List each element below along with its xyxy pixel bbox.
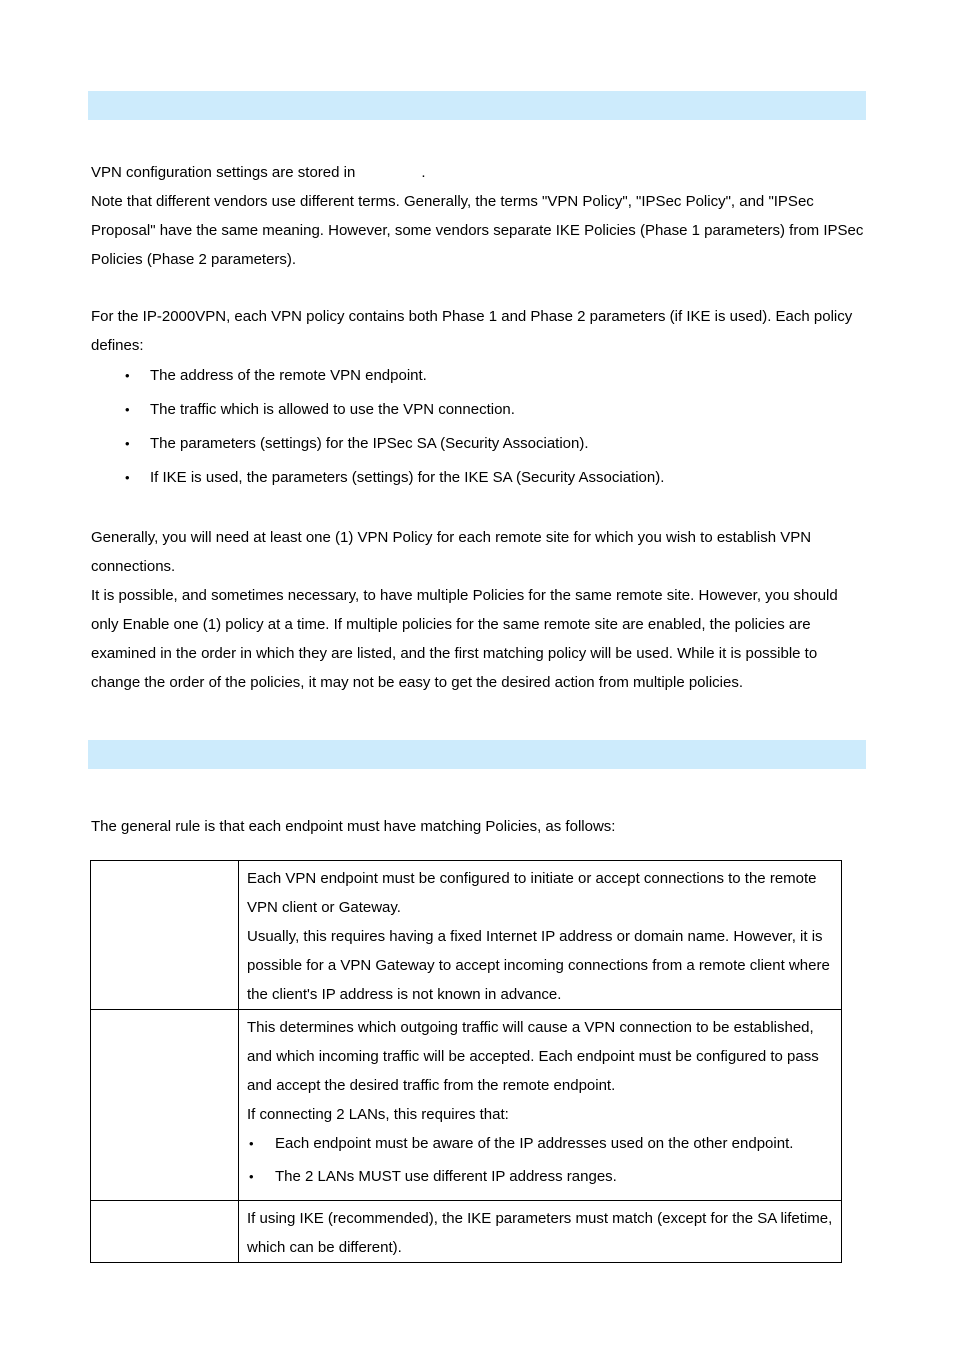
policy-defines-list bbox=[125, 367, 664, 503]
rules-intro: The general rule is that each endpoint must have matching Policies, as follows: bbox=[91, 818, 616, 835]
table-cell: If using IKE (recommended), the IKE parameters must match (except for the SA lifetime, which can be different). bbox=[239, 1201, 842, 1263]
policy-intro: For the IP-2000VPN, each VPN policy contains both Phase 1 and Phase 2 parameters (if IKE is used). Each policy defines: bbox=[91, 308, 853, 354]
list-item: • The 2 LANs MUST use different IP address ranges. bbox=[247, 1167, 833, 1200]
vendor-note: Note that different vendors use different terms. Generally, the terms "VPN Policy", "IPSec Policy", and "IPSec Proposal" have the same meaning. However, some vendors separate IKE Policies (Phase 1 parameters) from IPSec Policies (Phase 2 parameters). bbox=[91, 193, 864, 268]
policy-guidance bbox=[91, 523, 869, 697]
table-row-label bbox=[91, 861, 239, 1010]
list-item: • If IKE is used, the parameters (settings) for the IKE SA (Security Association). bbox=[125, 469, 664, 503]
intro-block bbox=[91, 158, 869, 274]
table-row-label bbox=[91, 1201, 239, 1263]
list-item: • The parameters (settings) for the IPSec SA (Security Association). bbox=[125, 435, 664, 469]
list-item: • The traffic which is allowed to use the VPN connection. bbox=[125, 401, 664, 435]
section-header-band bbox=[88, 740, 866, 769]
section-header-band bbox=[88, 91, 866, 120]
multiple-policies-text: It is possible, and sometimes necessary, to have multiple Policies for the same remote site. However, you should only Enable one (1) policy at a time. If multiple policies for the same remote site are enabled, the policies are examined in the order in which they are listed, and the first matching policy will be used. While it is possible to change the order of the policies, it may not be easy to get the desired action from multiple policies. bbox=[91, 587, 838, 691]
list-item: • Each endpoint must be aware of the IP addresses used on the other endpoint. bbox=[247, 1134, 833, 1167]
table-row bbox=[91, 1201, 842, 1263]
table-row bbox=[91, 861, 842, 1010]
lan-requirements-list bbox=[247, 1134, 833, 1200]
table-row bbox=[91, 1010, 842, 1201]
generally-text: Generally, you will need at least one (1) VPN Policy for each remote site for which you wish to establish VPN connections. bbox=[91, 529, 812, 575]
list-item: • The address of the remote VPN endpoint. bbox=[125, 367, 664, 401]
policy-rules-table bbox=[90, 860, 842, 1263]
stored-line: VPN configuration settings are stored in . bbox=[91, 164, 426, 181]
table-cell: This determines which outgoing traffic will cause a VPN connection to be established, and which incoming traffic will be accepted. Each endpoint must be configured to pass and accept the desired traffic from the remote endpoint. If connecting 2 LANs, this requires that: • Each endpoint must be aware of the IP addresses used on the other endpoint. • The 2 LANs MUST use different IP address ranges. bbox=[239, 1010, 842, 1201]
table-cell: Each VPN endpoint must be configured to initiate or accept connections to the remote VPN client or Gateway. Usually, this requires having a fixed Internet IP address or domain name. However, it is possible for a VPN Gateway to accept incoming connections from a remote client where the client's IP address is not known in advance. bbox=[239, 861, 842, 1010]
table-row-label bbox=[91, 1010, 239, 1201]
